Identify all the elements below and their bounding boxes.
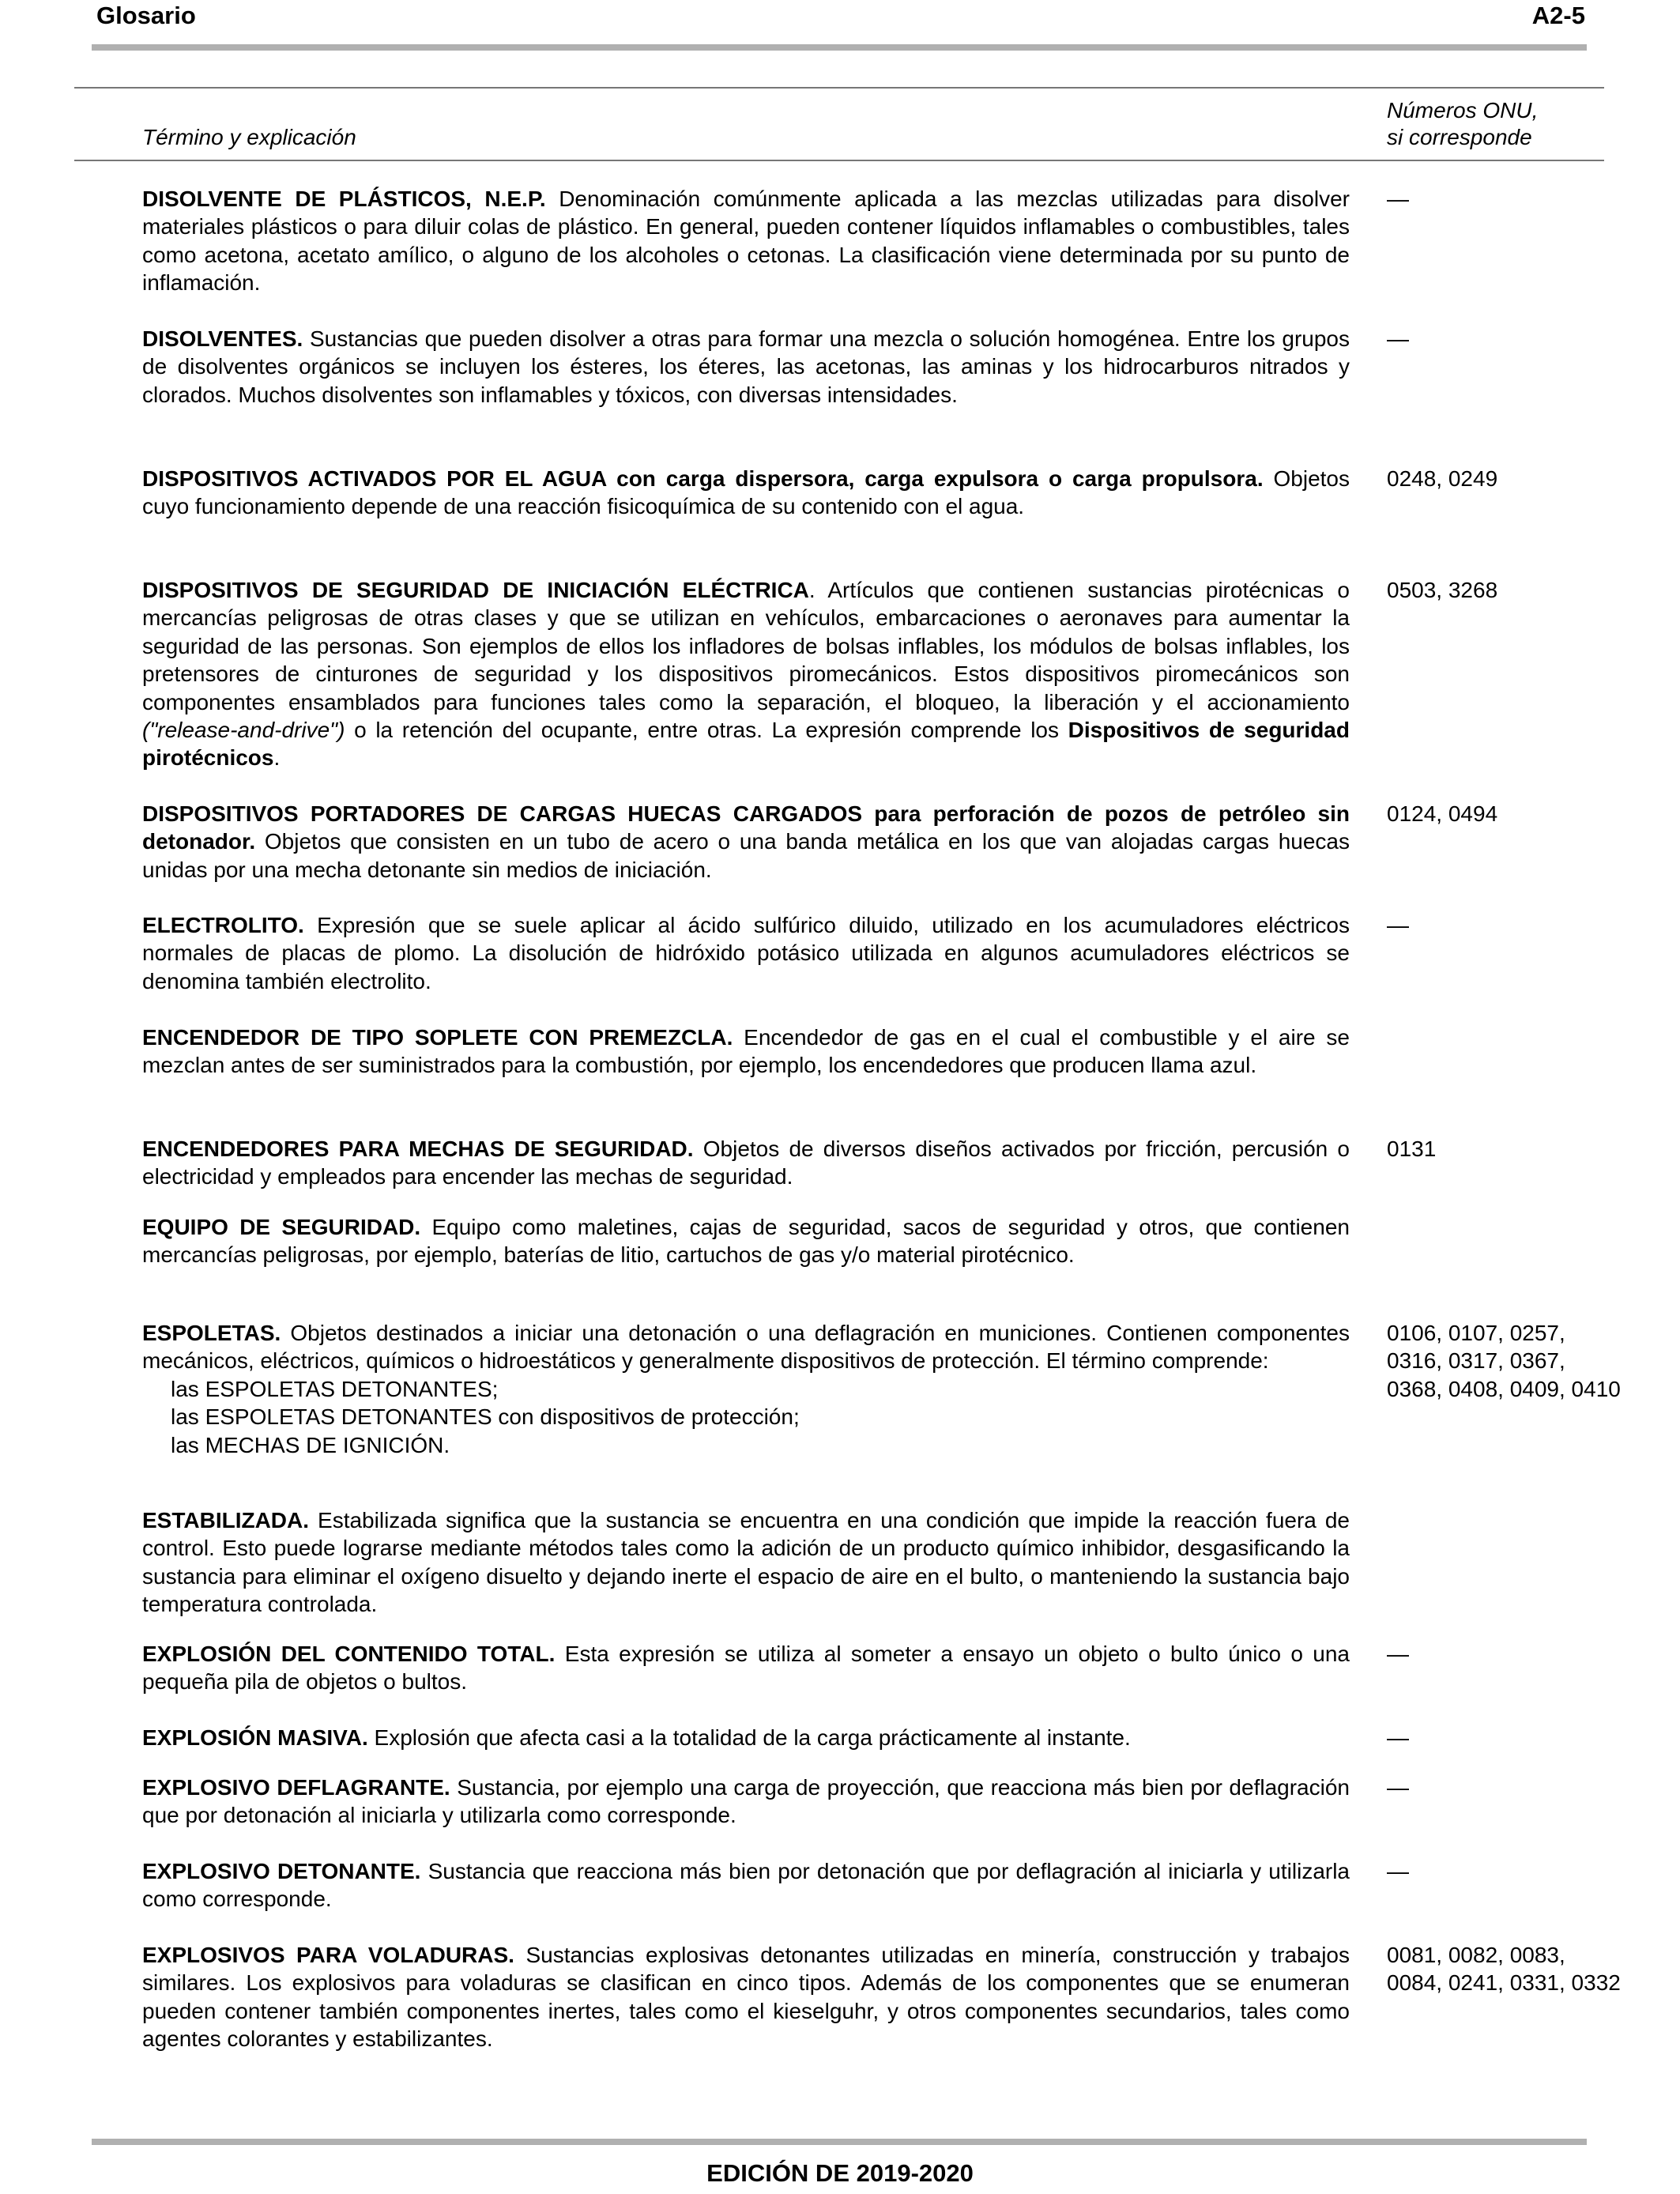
entry-explanation: Esta expresión se utiliza al someter a ensayo un objeto o bulto único o una pequeña pila de objetos o bultos. [142, 1642, 1350, 1695]
entry-sub-item: las MECHAS DE IGNICIÓN. [171, 1432, 450, 1457]
entry-sub-item: las ESPOLETAS DETONANTES; [171, 1376, 499, 1401]
entry-sub-item: las ESPOLETAS DETONANTES con dispositivos de protección; [171, 1404, 800, 1430]
header-rule [92, 44, 1587, 51]
entry-text [142, 1941, 1350, 2053]
entry-un-numbers: — [1387, 1725, 1409, 1750]
entry-term: ENCENDEDOR DE TIPO SOPLETE CON PREMEZCLA. [142, 1025, 733, 1050]
entry-term: EQUIPO DE SEGURIDAD. [142, 1215, 421, 1239]
entry-un-numbers: 0106, 0107, 0257, 0316, 0317, 0367, 0368, 0408, 0409, 0410 [1387, 1321, 1621, 1401]
entry-term: DISOLVENTES. [142, 326, 303, 351]
entry-text [142, 911, 1350, 995]
entry-bold-term: Dispositivos de seguridad pirotécnicos [142, 718, 1350, 771]
entry-explanation: Expresión que se suele aplicar al ácido sulfúrico diluido, utilizado en los acumuladores eléctricos normales de placas de plomo. La disolución de hidróxido potásico utilizada en algunos acumuladores eléctricos se denomina también electrolito. [142, 913, 1350, 993]
entry-term: EXPLOSIVO DETONANTE. [142, 1859, 421, 1883]
entry-un-numbers: 0248, 0249 [1387, 466, 1498, 491]
entry-term: ESPOLETAS. [142, 1321, 281, 1345]
entry-explanation: Objetos cuyo funcionamiento depende de una reacción fisicoquímica de su contenido con el agua. [142, 466, 1350, 519]
entry-text [142, 325, 1350, 409]
entry-italic-phrase: ("release-and-drive") [142, 718, 345, 743]
entry-term: EXPLOSIVOS PARA VOLADURAS. [142, 1943, 514, 1967]
entry-text [142, 1023, 1350, 1080]
column-header-un-numbers [1387, 97, 1538, 151]
entry-explanation-cont: o la retención del ocupante, entre otras. La expresión comprende los [345, 718, 1068, 743]
entry-text [142, 185, 1350, 297]
entry-explanation: Estabilizada significa que la sustancia se encuentra en una condición que impide la reacción fuera de control. Esto puede lograrse mediante métodos tales como la adición de un producto químico inhibidor, desgasificando la sustancia para eliminar el oxígeno disuelto y dejando inerte el espacio de aire en el bulto, o manteniendo la sustancia bajo temperatura controlada. [142, 1508, 1350, 1617]
entry-text [142, 800, 1350, 884]
entry-explanation: Denominación comúnmente aplicada a las mezclas utilizadas para disolver materiales plásticos o para diluir colas de plástico. En general, pueden contener líquidos inflamables o combustibles, tales como acetona, acetato amílico, o alguno de los alcoholes o cetonas. La clasificación viene determinada por su punto de inflamación. [142, 187, 1350, 296]
entry-term: EXPLOSIVO DEFLAGRANTE. [142, 1775, 450, 1800]
entry-text [142, 1857, 1350, 1913]
entry-un-numbers: — [1387, 1642, 1409, 1666]
entry-term: ENCENDEDORES PARA MECHAS DE SEGURIDAD. [142, 1137, 694, 1161]
entry-explanation: Sustancias explosivas detonantes utilizadas en minería, construcción y trabajos similares. Los explosivos para voladuras se clasifican en cinco tipos. Además de los componentes que se enumeran pueden contener también componentes inertes, tales como el kieselguhr, y otros componentes secundarios, tales como agentes colorantes y estabilizantes. [142, 1943, 1350, 2052]
entry-explanation: Objetos que consisten en un tubo de acero o una banda metálica en los que van alojadas cargas huecas unidas por una mecha detonante sin medios de iniciación. [142, 829, 1350, 882]
entry-explanation: Objetos de diversos diseños activados por fricción, percusión o electricidad y empleados para encender las mechas de seguridad. [142, 1137, 1350, 1189]
entry-un-numbers: 0503, 3268 [1387, 578, 1498, 602]
footer-edition: EDICIÓN DE 2019-2020 [706, 2159, 974, 2187]
entry-explanation: Explosión que afecta casi a la totalidad de la carga prácticamente al instante. [367, 1725, 1131, 1750]
column-header-un-line1: Números ONU, [1387, 98, 1539, 123]
entry-explanation: Equipo como maletines, cajas de seguridad, sacos de seguridad y otros, que contienen mercancías peligrosas, por ejemplo, baterías de litio, cartuchos de gas y/o material pirotécnico. [142, 1215, 1350, 1268]
entry-text [142, 1319, 1350, 1459]
entry-explanation: . Artículos que contienen sustancias pirotécnicas o mercancías peligrosas de otras clases y que se utilizan en vehículos, embarcaciones o aeronaves para aumentar la seguridad de las personas. Son ejemplos de ellos los infladores de bolsas inflables, los módulos de bolsas inflables, los pretensores de cinturones de seguridad y los dispositivos piromecánicos. Estos dispositivos piromecánicos son componentes ensamblados para funciones tales como la separación, el bloqueo, la liberación y el accionamiento [142, 578, 1350, 714]
footer-rule [92, 2139, 1587, 2145]
column-header-term: Término y explicación [142, 125, 356, 149]
entry-term: DISPOSITIVOS DE SEGURIDAD DE INICIACIÓN ELÉCTRICA [142, 578, 809, 602]
page-number: A2-5 [1531, 2, 1585, 29]
entry-explanation: Sustancia que reacciona más bien por detonación que por deflagración al iniciarla y utilizarla como corresponde. [142, 1859, 1350, 1912]
entry-explanation: Encendedor de gas en el cual el combustible y el aire se mezclan antes de ser suministrados para la combustión, por ejemplo, los encendedores que producen llama azul. [142, 1025, 1350, 1078]
column-header-un-line2: si corresponde [1387, 125, 1532, 149]
entry-un-numbers: 0081, 0082, 0083, 0084, 0241, 0331, 0332 [1387, 1943, 1621, 1996]
entry-text [142, 1640, 1350, 1696]
entry-explanation: Objetos destinados a iniciar una detonación o una deflagración en municiones. Contienen componentes mecánicos, eléctricos, químicos o hidroestáticos y generalmente dispositivos de protección. El término comprende: [142, 1321, 1350, 1374]
header-title: Glosario [96, 2, 196, 29]
entry-text [142, 465, 1350, 521]
entry-un-numbers: — [1387, 187, 1409, 211]
column-header-top-rule [74, 87, 1604, 89]
entry-un-numbers: — [1387, 326, 1409, 351]
entry-text [142, 1135, 1350, 1191]
entry-un-numbers: — [1387, 1775, 1409, 1800]
entry-term: ESTABILIZADA. [142, 1508, 310, 1532]
entry-term: DISOLVENTE DE PLÁSTICOS, N.E.P. [142, 187, 546, 211]
entry-term: EXPLOSIÓN DEL CONTENIDO TOTAL. [142, 1642, 556, 1666]
entry-un-numbers: — [1387, 1859, 1409, 1883]
entry-un-numbers: 0124, 0494 [1387, 801, 1498, 826]
entry-explanation: Sustancias que pueden disolver a otras para formar una mezcla o solución homogénea. Entre los grupos de disolventes orgánicos se incluyen los ésteres, los éteres, las acetonas, las aminas y los hidrocarburos nitrados y clorados. Muchos disolventes son inflamables y tóxicos, con diversas intensidades. [142, 326, 1350, 407]
column-header-bottom-rule [74, 160, 1604, 161]
entry-explanation-end: . [273, 745, 281, 771]
entry-term: DISPOSITIVOS ACTIVADOS POR EL AGUA con carga dispersora, carga expulsora o carga propulsora. [142, 466, 1264, 491]
entry-text [142, 1724, 1350, 1751]
entry-text [142, 1774, 1350, 1830]
entry-text [142, 1213, 1350, 1269]
entry-term: DISPOSITIVOS PORTADORES DE CARGAS HUECAS CARGADOS para perforación de pozos de petróleo sin detonador. [142, 801, 1350, 854]
entry-un-numbers: — [1387, 913, 1409, 937]
entry-term: EXPLOSIÓN MASIVA. [142, 1725, 368, 1750]
entry-text [142, 1506, 1350, 1619]
entry-un-numbers: 0131 [1387, 1137, 1437, 1161]
entry-text [142, 576, 1350, 772]
entry-explanation: Sustancia, por ejemplo una carga de proyección, que reacciona más bien por deflagración que por detonación al iniciarla y utilizarla como corresponde. [142, 1775, 1350, 1828]
entry-term: ELECTROLITO. [142, 913, 304, 937]
